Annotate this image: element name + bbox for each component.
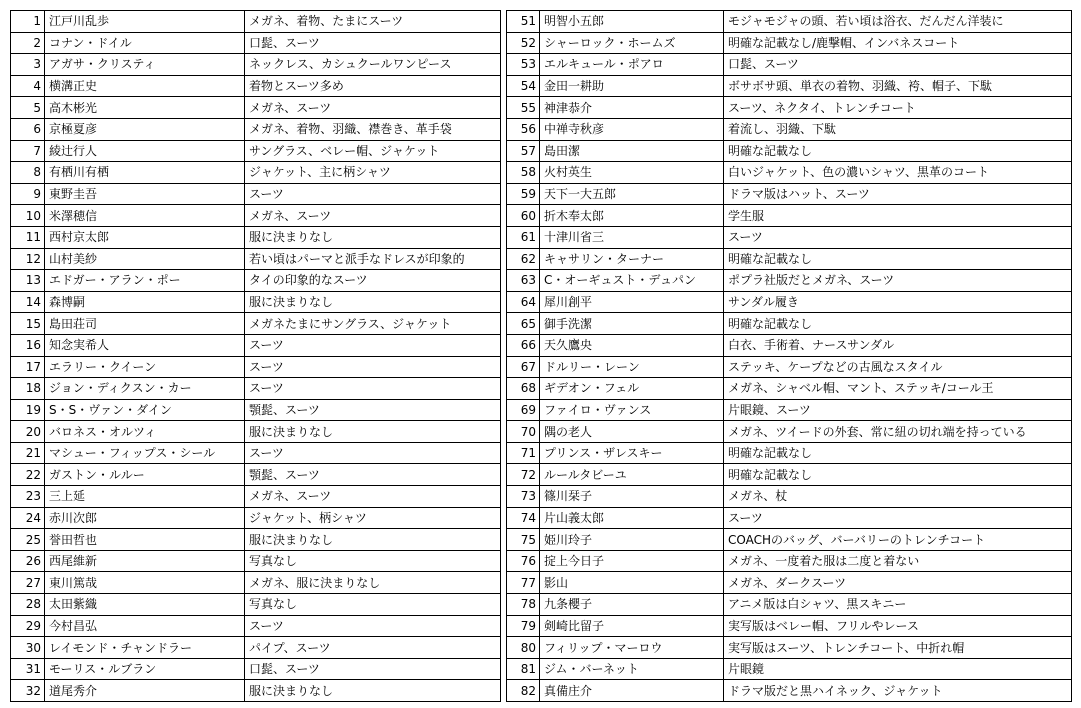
row-number-cell: 21 xyxy=(11,442,45,464)
author-name-cell: 知念実希人 xyxy=(45,334,245,356)
row-number-cell: 73 xyxy=(507,486,540,508)
author-style-cell: メガネ、スーツ xyxy=(245,205,501,227)
table-row xyxy=(11,291,1072,313)
author-style-cell: 服に決まりなし xyxy=(245,421,501,443)
row-number-cell: 25 xyxy=(11,529,45,551)
table-row xyxy=(11,183,1072,205)
row-number-cell: 60 xyxy=(507,205,540,227)
author-name-cell: 太田紫織 xyxy=(45,594,245,616)
detective-style-cell: 実写版はベレー帽、フリルやレース xyxy=(724,615,1072,637)
author-style-cell: サングラス、ベレー帽、ジャケット xyxy=(245,140,501,162)
table-row xyxy=(11,680,1072,702)
row-number-cell: 77 xyxy=(507,572,540,594)
detective-style-cell: 明確な記載なし xyxy=(724,464,1072,486)
row-number-cell: 8 xyxy=(11,162,45,184)
detective-name-cell: 掟上今日子 xyxy=(540,550,724,572)
detective-name-cell: 天下一大五郎 xyxy=(540,183,724,205)
row-number-cell: 81 xyxy=(507,658,540,680)
detective-style-cell: ポプラ社版だとメガネ、スーツ xyxy=(724,270,1072,292)
detective-name-cell: 影山 xyxy=(540,572,724,594)
row-number-cell: 52 xyxy=(507,32,540,54)
detective-name-cell: 火村英生 xyxy=(540,162,724,184)
author-style-cell: 顎髭、スーツ xyxy=(245,464,501,486)
detective-style-cell: ステッキ、ケープなどの古風なスタイル xyxy=(724,356,1072,378)
author-detective-table xyxy=(10,10,1072,702)
row-number-cell: 23 xyxy=(11,486,45,508)
author-name-cell: 西尾維新 xyxy=(45,550,245,572)
author-style-cell: 服に決まりなし xyxy=(245,680,501,702)
row-number-cell: 7 xyxy=(11,140,45,162)
row-number-cell: 18 xyxy=(11,378,45,400)
detective-style-cell: スーツ、ネクタイ、トレンチコート xyxy=(724,97,1072,119)
detective-name-cell: 九条櫻子 xyxy=(540,594,724,616)
author-style-cell: メガネ、服に決まりなし xyxy=(245,572,501,594)
table-row xyxy=(11,118,1072,140)
row-number-cell: 26 xyxy=(11,550,45,572)
table-row xyxy=(11,637,1072,659)
author-name-cell: 赤川次郎 xyxy=(45,507,245,529)
row-number-cell: 82 xyxy=(507,680,540,702)
detective-style-cell: COACHのバッグ、バーバリーのトレンチコート xyxy=(724,529,1072,551)
author-name-cell: 米澤穂信 xyxy=(45,205,245,227)
row-number-cell: 55 xyxy=(507,97,540,119)
row-number-cell: 75 xyxy=(507,529,540,551)
table-row xyxy=(11,529,1072,551)
author-style-cell: 口髭、スーツ xyxy=(245,658,501,680)
row-number-cell: 3 xyxy=(11,54,45,76)
table-row xyxy=(11,486,1072,508)
detective-style-cell: ドラマ版はハット、スーツ xyxy=(724,183,1072,205)
author-style-cell: 着物とスーツ多め xyxy=(245,75,501,97)
author-name-cell: モーリス・ルブラン xyxy=(45,658,245,680)
detective-style-cell: メガネ、ダークスーツ xyxy=(724,572,1072,594)
detective-style-cell: モジャモジャの頭、若い頃は浴衣、だんだん洋装に xyxy=(724,11,1072,33)
table-row xyxy=(11,421,1072,443)
row-number-cell: 32 xyxy=(11,680,45,702)
row-number-cell: 58 xyxy=(507,162,540,184)
row-number-cell: 10 xyxy=(11,205,45,227)
row-number-cell: 70 xyxy=(507,421,540,443)
row-number-cell: 65 xyxy=(507,313,540,335)
detective-name-cell: 真備庄介 xyxy=(540,680,724,702)
author-style-cell: 服に決まりなし xyxy=(245,529,501,551)
detective-name-cell: 明智小五郎 xyxy=(540,11,724,33)
row-number-cell: 61 xyxy=(507,226,540,248)
author-style-cell: 服に決まりなし xyxy=(245,291,501,313)
row-number-cell: 12 xyxy=(11,248,45,270)
author-name-cell: 山村美紗 xyxy=(45,248,245,270)
row-number-cell: 15 xyxy=(11,313,45,335)
row-number-cell: 57 xyxy=(507,140,540,162)
detective-name-cell: プリンス・ザレスキー xyxy=(540,442,724,464)
table-row xyxy=(11,464,1072,486)
table-row xyxy=(11,313,1072,335)
row-number-cell: 27 xyxy=(11,572,45,594)
detective-name-cell: 犀川創平 xyxy=(540,291,724,313)
author-name-cell: レイモンド・チャンドラー xyxy=(45,637,245,659)
table-row xyxy=(11,378,1072,400)
row-number-cell: 19 xyxy=(11,399,45,421)
author-style-cell: タイの印象的なスーツ xyxy=(245,270,501,292)
author-name-cell: ジョン・ディクスン・カー xyxy=(45,378,245,400)
detective-name-cell: C・オーギュスト・デュパン xyxy=(540,270,724,292)
author-style-cell: スーツ xyxy=(245,356,501,378)
table-row xyxy=(11,507,1072,529)
table-row xyxy=(11,11,1072,33)
detective-style-cell: 着流し、羽織、下駄 xyxy=(724,118,1072,140)
detective-name-cell: ギデオン・フェル xyxy=(540,378,724,400)
author-style-cell: スーツ xyxy=(245,442,501,464)
detective-name-cell: ファイロ・ヴァンス xyxy=(540,399,724,421)
detective-name-cell: 御手洗潔 xyxy=(540,313,724,335)
detective-style-cell: 明確な記載なし xyxy=(724,248,1072,270)
detective-style-cell: 学生服 xyxy=(724,205,1072,227)
author-name-cell: エラリー・クイーン xyxy=(45,356,245,378)
author-style-cell: メガネたまにサングラス、ジャケット xyxy=(245,313,501,335)
table-row xyxy=(11,248,1072,270)
detective-style-cell: メガネ、シャベル帽、マント、ステッキ/コール王 xyxy=(724,378,1072,400)
row-number-cell: 28 xyxy=(11,594,45,616)
detective-style-cell: サンダル履き xyxy=(724,291,1072,313)
row-number-cell: 69 xyxy=(507,399,540,421)
author-name-cell: 有栖川有栖 xyxy=(45,162,245,184)
row-number-cell: 56 xyxy=(507,118,540,140)
author-style-cell: 写真なし xyxy=(245,594,501,616)
row-number-cell: 31 xyxy=(11,658,45,680)
row-number-cell: 67 xyxy=(507,356,540,378)
detective-style-cell: 明確な記載なし/鹿撃帽、インバネスコート xyxy=(724,32,1072,54)
detective-name-cell: 神津恭介 xyxy=(540,97,724,119)
row-number-cell: 6 xyxy=(11,118,45,140)
table-row xyxy=(11,658,1072,680)
author-name-cell: 島田荘司 xyxy=(45,313,245,335)
detective-name-cell: 折木奉太郎 xyxy=(540,205,724,227)
author-name-cell: 誉田哲也 xyxy=(45,529,245,551)
detective-style-cell: 白衣、手術着、ナースサンダル xyxy=(724,334,1072,356)
author-style-cell: スーツ xyxy=(245,334,501,356)
author-name-cell: 京極夏彦 xyxy=(45,118,245,140)
row-number-cell: 51 xyxy=(507,11,540,33)
table-row xyxy=(11,572,1072,594)
table-row xyxy=(11,270,1072,292)
author-name-cell: ガストン・ルルー xyxy=(45,464,245,486)
author-style-cell: 服に決まりなし xyxy=(245,226,501,248)
detective-style-cell: 明確な記載なし xyxy=(724,140,1072,162)
table-row xyxy=(11,54,1072,76)
author-style-cell: パイプ、スーツ xyxy=(245,637,501,659)
detective-style-cell: メガネ、一度着た服は二度と着ない xyxy=(724,550,1072,572)
detective-name-cell: 島田潔 xyxy=(540,140,724,162)
detective-name-cell: 隅の老人 xyxy=(540,421,724,443)
table-row xyxy=(11,140,1072,162)
detective-name-cell: キャサリン・ターナー xyxy=(540,248,724,270)
detective-name-cell: 天久鷹央 xyxy=(540,334,724,356)
detective-style-cell: ドラマ版だと黒ハイネック、ジャケット xyxy=(724,680,1072,702)
row-number-cell: 64 xyxy=(507,291,540,313)
author-name-cell: 西村京太郎 xyxy=(45,226,245,248)
author-style-cell: ジャケット、主に柄シャツ xyxy=(245,162,501,184)
table-row xyxy=(11,594,1072,616)
row-number-cell: 59 xyxy=(507,183,540,205)
row-number-cell: 54 xyxy=(507,75,540,97)
table-row xyxy=(11,226,1072,248)
author-style-cell: ジャケット、柄シャツ xyxy=(245,507,501,529)
row-number-cell: 29 xyxy=(11,615,45,637)
detective-name-cell: ドルリー・レーン xyxy=(540,356,724,378)
detective-style-cell: スーツ xyxy=(724,507,1072,529)
author-name-cell: アガサ・クリスティ xyxy=(45,54,245,76)
row-number-cell: 14 xyxy=(11,291,45,313)
row-number-cell: 24 xyxy=(11,507,45,529)
detective-name-cell: シャーロック・ホームズ xyxy=(540,32,724,54)
author-style-cell: スーツ xyxy=(245,615,501,637)
row-number-cell: 30 xyxy=(11,637,45,659)
author-style-cell: ネックレス、カシュクールワンピース xyxy=(245,54,501,76)
row-number-cell: 53 xyxy=(507,54,540,76)
row-number-cell: 11 xyxy=(11,226,45,248)
author-name-cell: 東川篤哉 xyxy=(45,572,245,594)
detective-name-cell: 十津川省三 xyxy=(540,226,724,248)
detective-style-cell: 明確な記載なし xyxy=(724,313,1072,335)
author-style-cell: 写真なし xyxy=(245,550,501,572)
table-row xyxy=(11,399,1072,421)
row-number-cell: 2 xyxy=(11,32,45,54)
detective-name-cell: 篠川栞子 xyxy=(540,486,724,508)
detective-style-cell: アニメ版は白シャツ、黒スキニー xyxy=(724,594,1072,616)
table-row xyxy=(11,334,1072,356)
table-row xyxy=(11,442,1072,464)
detective-name-cell: 姫川玲子 xyxy=(540,529,724,551)
author-name-cell: 道尾秀介 xyxy=(45,680,245,702)
author-name-cell: 高木彬光 xyxy=(45,97,245,119)
author-name-cell: 東野圭吾 xyxy=(45,183,245,205)
author-name-cell: 横溝正史 xyxy=(45,75,245,97)
detective-style-cell: 片眼鏡 xyxy=(724,658,1072,680)
author-name-cell: コナン・ドイル xyxy=(45,32,245,54)
table-row xyxy=(11,356,1072,378)
detective-style-cell: 片眼鏡、スーツ xyxy=(724,399,1072,421)
row-number-cell: 1 xyxy=(11,11,45,33)
author-style-cell: スーツ xyxy=(245,378,501,400)
author-style-cell: メガネ、スーツ xyxy=(245,486,501,508)
author-name-cell: 綾辻行人 xyxy=(45,140,245,162)
author-style-cell: 若い頃はパーマと派手なドレスが印象的 xyxy=(245,248,501,270)
row-number-cell: 80 xyxy=(507,637,540,659)
row-number-cell: 16 xyxy=(11,334,45,356)
table-row xyxy=(11,32,1072,54)
row-number-cell: 17 xyxy=(11,356,45,378)
table-row xyxy=(11,205,1072,227)
author-name-cell: 今村昌弘 xyxy=(45,615,245,637)
detective-style-cell: 白いジャケット、色の濃いシャツ、黒革のコート xyxy=(724,162,1072,184)
detective-style-cell: メガネ、ツイードの外套、常に紐の切れ端を持っている xyxy=(724,421,1072,443)
row-number-cell: 5 xyxy=(11,97,45,119)
author-style-cell: 口髭、スーツ xyxy=(245,32,501,54)
row-number-cell: 78 xyxy=(507,594,540,616)
author-style-cell: メガネ、スーツ xyxy=(245,97,501,119)
detective-style-cell: 明確な記載なし xyxy=(724,442,1072,464)
author-style-cell: メガネ、着物、たまにスーツ xyxy=(245,11,501,33)
detective-style-cell: スーツ xyxy=(724,226,1072,248)
table-row xyxy=(11,615,1072,637)
detective-name-cell: 中禅寺秋彦 xyxy=(540,118,724,140)
row-number-cell: 66 xyxy=(507,334,540,356)
author-name-cell: S・S・ヴァン・ダイン xyxy=(45,399,245,421)
row-number-cell: 63 xyxy=(507,270,540,292)
detective-style-cell: 実写版はスーツ、トレンチコート、中折れ帽 xyxy=(724,637,1072,659)
row-number-cell: 79 xyxy=(507,615,540,637)
author-name-cell: マシュー・フィップス・シール xyxy=(45,442,245,464)
detective-name-cell: フィリップ・マーロウ xyxy=(540,637,724,659)
table-row xyxy=(11,550,1072,572)
detective-name-cell: 片山義太郎 xyxy=(540,507,724,529)
detective-name-cell: ジム・バーネット xyxy=(540,658,724,680)
row-number-cell: 71 xyxy=(507,442,540,464)
row-number-cell: 13 xyxy=(11,270,45,292)
detective-name-cell: 金田一耕助 xyxy=(540,75,724,97)
detective-name-cell: 剣崎比留子 xyxy=(540,615,724,637)
author-style-cell: スーツ xyxy=(245,183,501,205)
table-body xyxy=(11,11,1072,702)
row-number-cell: 22 xyxy=(11,464,45,486)
author-style-cell: メガネ、着物、羽織、襟巻き、革手袋 xyxy=(245,118,501,140)
row-number-cell: 76 xyxy=(507,550,540,572)
row-number-cell: 4 xyxy=(11,75,45,97)
detective-style-cell: メガネ、杖 xyxy=(724,486,1072,508)
detective-name-cell: ルールタビーユ xyxy=(540,464,724,486)
row-number-cell: 62 xyxy=(507,248,540,270)
author-name-cell: 森博嗣 xyxy=(45,291,245,313)
row-number-cell: 9 xyxy=(11,183,45,205)
author-name-cell: バロネス・オルツィ xyxy=(45,421,245,443)
detective-name-cell: エルキュール・ポアロ xyxy=(540,54,724,76)
table-row xyxy=(11,162,1072,184)
table-row xyxy=(11,97,1072,119)
author-style-cell: 顎髭、スーツ xyxy=(245,399,501,421)
table-row xyxy=(11,75,1072,97)
detective-style-cell: ボサボサ頭、単衣の着物、羽織、袴、帽子、下駄 xyxy=(724,75,1072,97)
detective-style-cell: 口髭、スーツ xyxy=(724,54,1072,76)
row-number-cell: 20 xyxy=(11,421,45,443)
row-number-cell: 74 xyxy=(507,507,540,529)
row-number-cell: 72 xyxy=(507,464,540,486)
row-number-cell: 68 xyxy=(507,378,540,400)
author-name-cell: エドガー・アラン・ポー xyxy=(45,270,245,292)
author-name-cell: 江戸川乱歩 xyxy=(45,11,245,33)
author-name-cell: 三上延 xyxy=(45,486,245,508)
